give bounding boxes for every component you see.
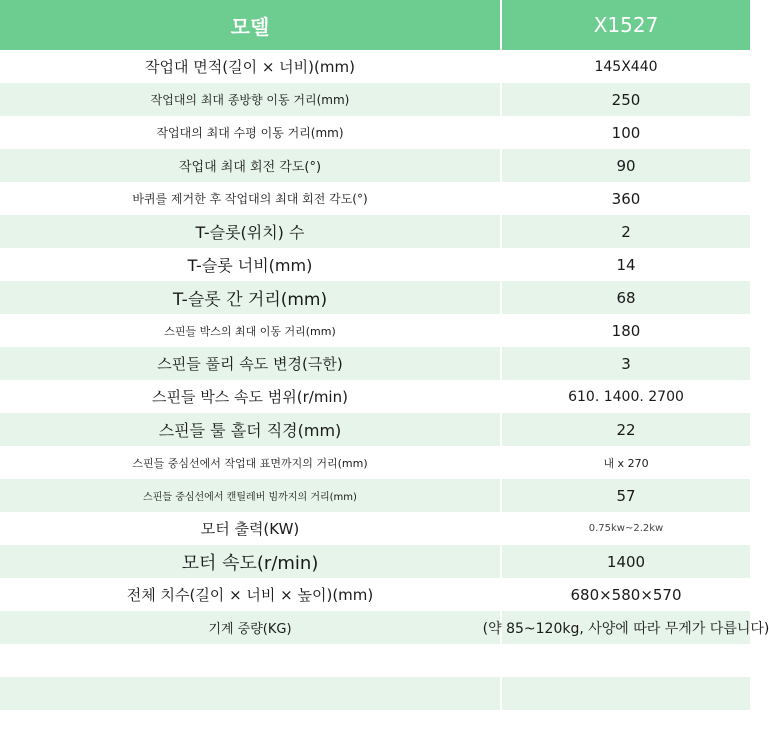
table-row: [0, 677, 750, 710]
row-value: 100: [500, 116, 750, 149]
table-row: [0, 479, 750, 512]
row-value: 610. 1400. 2700: [500, 380, 750, 413]
row-value: 3: [500, 347, 750, 380]
row-label: 작업대의 최대 수평 이동 거리(mm): [156, 126, 344, 140]
table-row: [0, 116, 750, 149]
row-label: 스핀들 중심선에서 작업대 표면까지의 거리(mm): [132, 456, 368, 470]
row-value: 1400: [500, 545, 750, 578]
row-value: 2: [500, 215, 750, 248]
row-value: 0.75kw~2.2kw: [500, 512, 750, 545]
row-value: 360: [500, 182, 750, 215]
header-label: 모델: [230, 14, 270, 39]
row-value: 57: [500, 479, 750, 512]
row-value: [500, 677, 750, 710]
table-row: [0, 248, 750, 281]
row-label: T-슬롯 너비(mm): [187, 256, 313, 275]
row-label: 작업대의 최대 종방향 이동 거리(mm): [150, 93, 350, 107]
row-value: (약 85~120kg, 사양에 따라 무게가 다릅니다): [500, 611, 750, 644]
table-header-row: [0, 0, 750, 50]
row-value: 680×580×570: [500, 578, 750, 611]
row-label: 스핀들 풀리 속도 변경(극한): [157, 355, 343, 373]
row-value: 68: [500, 281, 750, 314]
row-label: 기계 중량(KG): [208, 622, 292, 637]
table-row: [0, 182, 750, 215]
table-row: [0, 611, 769, 644]
table-row: [0, 314, 750, 347]
table-row: [0, 83, 750, 116]
table-row: [0, 347, 750, 380]
row-value: 22: [500, 413, 750, 446]
row-label: 스핀들 박스 속도 범위(r/min): [152, 388, 348, 406]
row-value: 내 x 270: [500, 446, 750, 479]
row-value: 180: [500, 314, 750, 347]
row-label: 모터 출력(KW): [200, 520, 300, 538]
row-value: 14: [500, 248, 750, 281]
row-label: T-슬롯 간 거리(mm): [172, 290, 328, 310]
row-label: 스핀들 박스의 최대 이동 거리(mm): [164, 324, 336, 338]
header-value: X1527: [500, 0, 750, 50]
table-row: [0, 380, 750, 413]
row-label: 전체 치수(길이 × 너비 × 높이)(mm): [126, 586, 374, 604]
row-label: 모터 속도(r/min): [181, 552, 319, 574]
table-row: [0, 281, 750, 314]
table-row: [0, 446, 750, 479]
table-row: [0, 50, 750, 83]
table-row: [0, 578, 750, 611]
table-row: [0, 413, 750, 446]
row-label: 바퀴를 제거한 후 작업대의 최대 회전 각도(°): [132, 192, 368, 206]
row-label: [0, 677, 500, 710]
row-value: [500, 644, 750, 677]
table-row: [0, 545, 750, 578]
row-label: 스핀들 중심선에서 캔틸레버 빔까지의 거리(mm): [143, 492, 357, 503]
table-row: [0, 149, 750, 182]
row-label: 작업대 면적(길이 × 너비)(mm): [145, 58, 355, 76]
row-value: 250: [500, 83, 750, 116]
table-row: [0, 644, 750, 677]
table-row: [0, 512, 750, 545]
row-value: 90: [500, 149, 750, 182]
row-label: T-슬롯(위치) 수: [195, 223, 305, 242]
row-label: 스핀들 툴 홀더 직경(mm): [158, 421, 342, 440]
row-label: [0, 644, 500, 677]
row-value: 145X440: [500, 50, 750, 83]
table-row: [0, 215, 750, 248]
row-label: 작업대 최대 회전 각도(°): [178, 160, 322, 175]
